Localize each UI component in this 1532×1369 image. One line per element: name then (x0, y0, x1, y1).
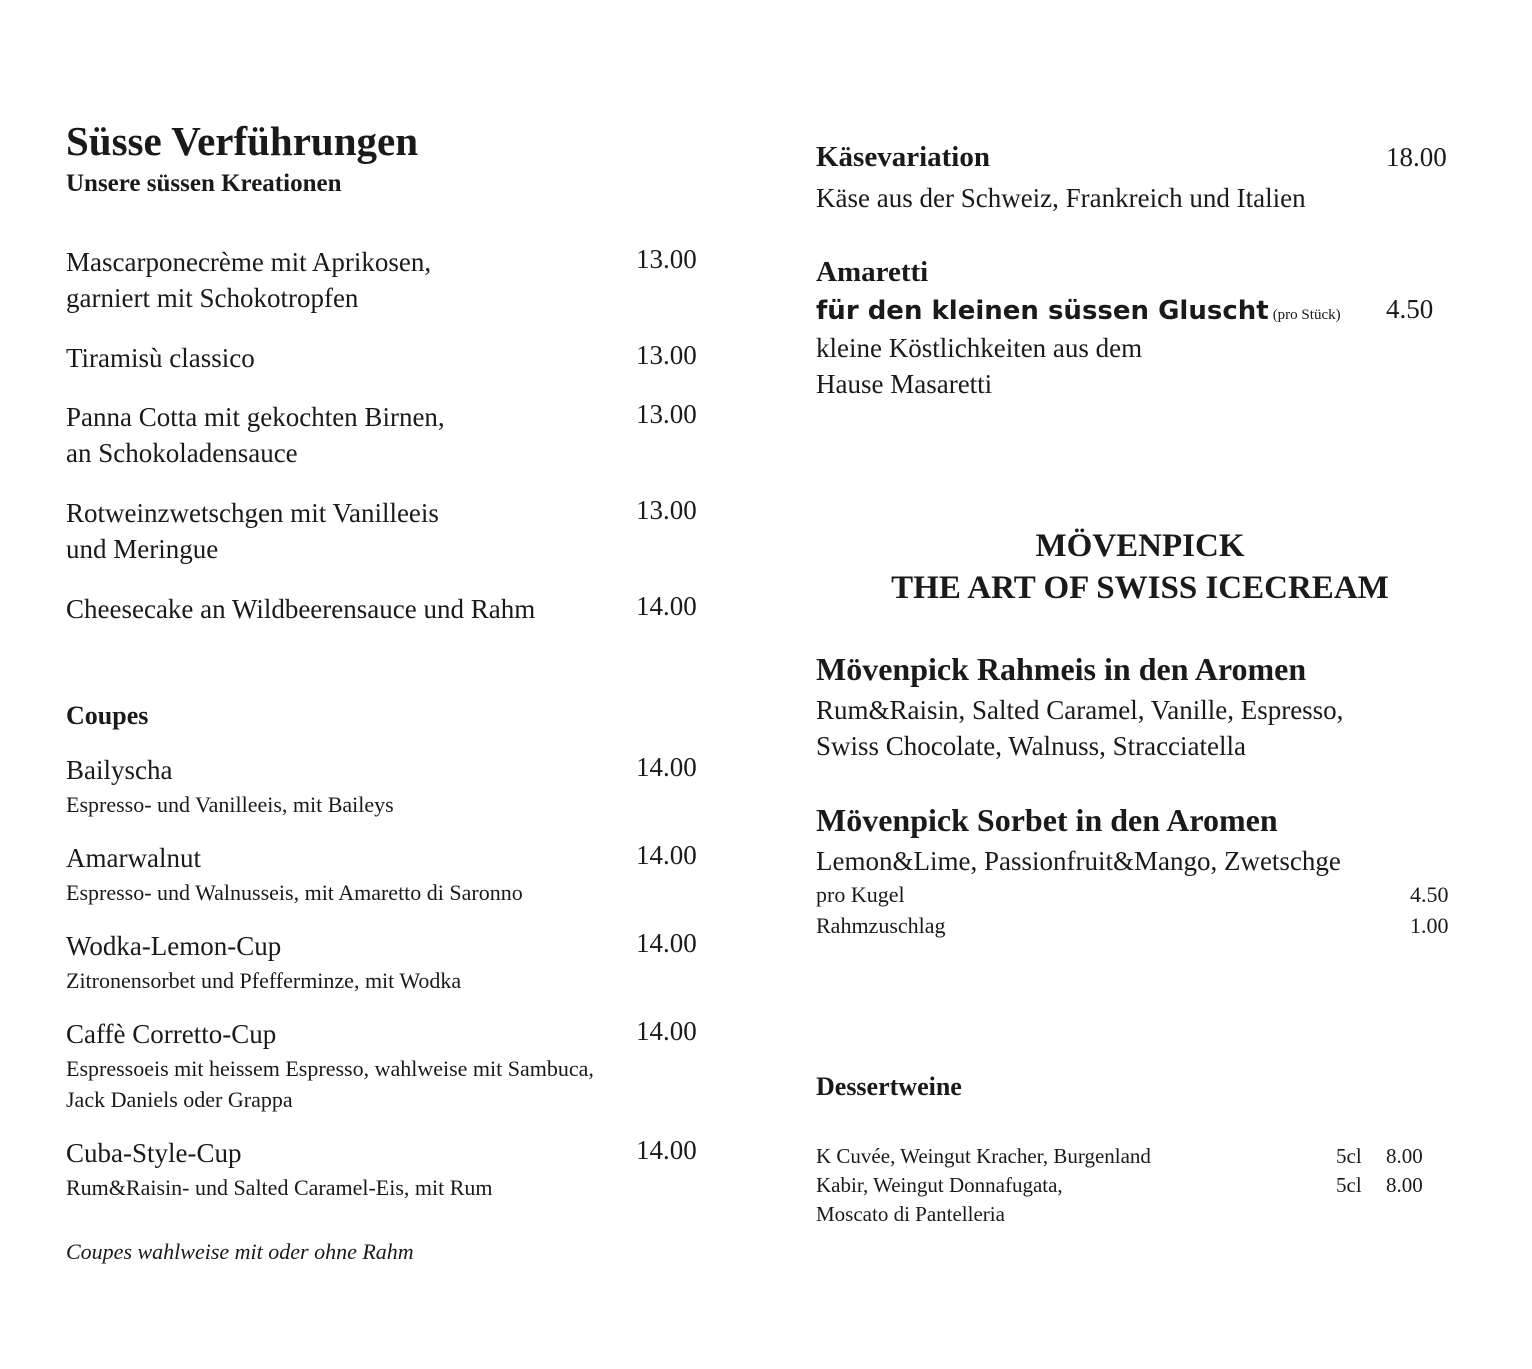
wine-2-price: 8.00 (1386, 1173, 1423, 1197)
coupe-5-price: 14.00 (636, 1135, 697, 1165)
page-title: Süsse Verführungen (66, 118, 419, 164)
dessert-4-line2: und Meringue (66, 534, 219, 564)
kaese-price: 18.00 (1386, 142, 1447, 172)
dessert-4-line1: Rotweinzwetschgen mit Vanilleeis (66, 498, 439, 528)
coupe-4-price: 14.00 (636, 1016, 697, 1046)
coupe-2-price: 14.00 (636, 840, 697, 870)
amaretti-line (816, 296, 1341, 326)
kaese-desc: Käse aus der Schweiz, Frankreich und Italien (816, 183, 1306, 213)
dessert-3-price: 13.00 (636, 399, 697, 429)
coupe-3-price: 14.00 (636, 928, 697, 958)
coupe-1-price: 14.00 (636, 752, 697, 782)
amaretti-price: 4.50 (1386, 294, 1434, 324)
coupe-3-name: Wodka-Lemon-Cup (66, 931, 282, 961)
sorbet-flavours: Lemon&Lime, Passionfruit&Mango, Zwetschge (816, 846, 1341, 876)
rahmzuschlag-label: Rahmzuschlag (816, 913, 946, 938)
coupe-4-desc-line1: Espressoeis mit heissem Espresso, wahlweise mit Sambuca, (66, 1056, 594, 1081)
moevenpick-title: MÖVENPICK (1035, 528, 1245, 564)
wine-1-name: K Cuvée, Weingut Kracher, Burgenland (816, 1144, 1151, 1168)
coupes-note: Coupes wahlweise mit oder ohne Rahm (66, 1239, 414, 1264)
coupe-1-name: Bailyscha (66, 755, 173, 785)
coupe-5-name: Cuba-Style-Cup (66, 1138, 242, 1168)
dessert-5-price: 14.00 (636, 591, 697, 621)
amaretti-heading: Amaretti (816, 256, 929, 288)
coupe-1-desc: Espresso- und Vanilleeis, mit Baileys (66, 792, 394, 817)
rahmeis-heading: Mövenpick Rahmeis in den Aromen (816, 651, 1307, 687)
coupe-4-desc-line2: Jack Daniels oder Grappa (66, 1087, 293, 1112)
wine-2-name-line2: Moscato di Pantelleria (816, 1202, 1005, 1226)
coupe-4-name: Caffè Corretto-Cup (66, 1019, 277, 1049)
dessert-3-line1: Panna Cotta mit gekochten Birnen, (66, 402, 445, 432)
rahmeis-flavours-line1: Rum&Raisin, Salted Caramel, Vanille, Espresso, (816, 695, 1344, 725)
pro-kugel-price: 4.50 (1410, 882, 1449, 907)
coupe-3-desc: Zitronensorbet und Pfefferminze, mit Wodka (66, 968, 462, 993)
page-subtitle: Unsere süssen Kreationen (66, 170, 342, 197)
coupe-2-name: Amarwalnut (66, 843, 201, 873)
coupes-heading: Coupes (66, 701, 149, 730)
dessert-5-line1: Cheesecake an Wildbeerensauce und Rahm (66, 594, 536, 624)
rahmzuschlag-price: 1.00 (1410, 913, 1449, 938)
sorbet-heading: Mövenpick Sorbet in den Aromen (816, 802, 1278, 838)
wine-2-name-line1: Kabir, Weingut Donnafugata, (816, 1173, 1063, 1197)
dessert-4-price: 13.00 (636, 495, 697, 525)
dessert-3-line2: an Schokoladensauce (66, 438, 298, 468)
wine-1-price: 8.00 (1386, 1144, 1423, 1168)
rahmeis-flavours-line2: Swiss Chocolate, Walnuss, Stracciatella (816, 731, 1246, 761)
coupe-5-desc: Rum&Raisin- und Salted Caramel-Eis, mit Rum (66, 1175, 493, 1200)
amaretti-desc-line2: Hause Masaretti (816, 369, 993, 399)
dessert-1-line1: Mascarponecrème mit Aprikosen, (66, 247, 432, 277)
pro-kugel-label: pro Kugel (816, 882, 905, 907)
dessert-2-line1: Tiramisù classico (66, 343, 255, 373)
dessert-2-price: 13.00 (636, 340, 697, 370)
dessert-1-line2: garniert mit Schokotropfen (66, 283, 359, 313)
moevenpick-subtitle: THE ART OF SWISS ICECREAM (891, 570, 1389, 606)
wine-1-size: 5cl (1336, 1144, 1362, 1168)
kaese-heading: Käsevariation (816, 141, 990, 173)
amaretti-gluscht: für den kleinen süssen Gluscht (816, 296, 1269, 326)
dessertweine-heading: Dessertweine (816, 1072, 962, 1101)
amaretti-desc-line1: kleine Köstlichkeiten aus dem (816, 333, 1143, 363)
wine-2-size: 5cl (1336, 1173, 1362, 1197)
dessert-1-price: 13.00 (636, 244, 697, 274)
amaretti-unit: (pro Stück) (1272, 307, 1341, 323)
coupe-2-desc: Espresso- und Walnusseis, mit Amaretto di Saronno (66, 880, 523, 905)
